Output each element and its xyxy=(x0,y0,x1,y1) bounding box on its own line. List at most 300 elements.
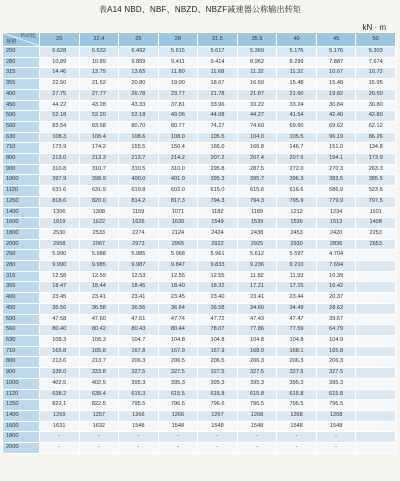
torque-cell: 270.3 xyxy=(316,164,356,175)
torque-cell: 165.8 xyxy=(316,346,356,357)
torque-cell: 13.75 xyxy=(79,68,119,79)
torque-cell: 19.00 xyxy=(158,79,198,90)
size-cell: 560 xyxy=(3,325,40,336)
size-cell: 400 xyxy=(3,89,40,100)
table-row xyxy=(3,325,396,336)
torque-cell: 10.89 xyxy=(79,57,119,68)
torque-cell: 52.18 xyxy=(40,111,80,122)
torque-cell: 400.0 xyxy=(119,175,159,186)
torque-table xyxy=(2,32,396,454)
table-row xyxy=(3,346,396,357)
torque-cell: 1189 xyxy=(237,207,277,218)
torque-cell: 108.3 xyxy=(40,335,80,346)
torque-cell: 80.70 xyxy=(119,121,159,132)
torque-cell: 80.40 xyxy=(40,325,80,336)
torque-cell: 30.80 xyxy=(356,100,396,111)
torque-cell: 395.3 xyxy=(316,378,356,389)
torque-cell: 86.26 xyxy=(356,132,396,143)
size-cell: 280 xyxy=(3,57,40,68)
torque-cell: 2836 xyxy=(316,239,356,250)
torque-cell: 338.0 xyxy=(40,368,80,379)
torque-cell: 8.962 xyxy=(237,57,277,68)
torque-cell: 213.7 xyxy=(79,357,119,368)
torque-cell: 23.40 xyxy=(198,293,238,304)
torque-cell: 1513 xyxy=(316,218,356,229)
torque-cell: 395.3 xyxy=(158,378,198,389)
ratio-header: 40 xyxy=(277,33,317,47)
torque-cell xyxy=(356,271,396,282)
torque-cell: 2530 xyxy=(40,228,80,239)
torque-cell: 395.3 xyxy=(198,175,238,186)
torque-cell: 402.5 xyxy=(40,378,80,389)
ratio-header: 28 xyxy=(158,33,198,47)
torque-cell: 12.58 xyxy=(40,271,80,282)
torque-cell: 395.3 xyxy=(277,378,317,389)
torque-cell: 10.67 xyxy=(316,68,356,79)
torque-cell: 18.44 xyxy=(79,282,119,293)
torque-cell: - xyxy=(277,432,317,443)
torque-cell: 2653 xyxy=(356,239,396,250)
size-cell: 450 xyxy=(3,303,40,314)
size-cell: 900 xyxy=(3,368,40,379)
torque-cell: 134.8 xyxy=(356,143,396,154)
size-cell: 355 xyxy=(3,282,40,293)
size-cell: 630 xyxy=(3,132,40,143)
torque-cell: 52.20 xyxy=(79,111,119,122)
torque-cell: 18.40 xyxy=(158,282,198,293)
size-cell: 2000 xyxy=(3,239,40,250)
torque-cell: 213.7 xyxy=(119,154,159,165)
torque-cell: 7.694 xyxy=(316,261,356,272)
torque-cell: 795.5 xyxy=(119,400,159,411)
torque-cell xyxy=(356,443,396,454)
torque-cell xyxy=(356,378,396,389)
table-row xyxy=(3,314,396,325)
torque-cell: 23.44 xyxy=(277,293,317,304)
torque-cell: 9.990 xyxy=(40,261,80,272)
torque-cell: 295.8 xyxy=(198,164,238,175)
torque-cell: 173.9 xyxy=(40,143,80,154)
size-cell: 900 xyxy=(3,164,40,175)
torque-cell: 150.4 xyxy=(158,143,198,154)
corner-header-cell xyxy=(3,33,40,47)
torque-cell: 9.414 xyxy=(198,57,238,68)
torque-cell: 165.8 xyxy=(40,346,80,357)
torque-cell: 36.58 xyxy=(198,303,238,314)
torque-cell: 395.3 xyxy=(237,378,277,389)
torque-cell: 174.2 xyxy=(79,143,119,154)
torque-cell: 398.9 xyxy=(79,175,119,186)
torque-cell: 21.52 xyxy=(79,79,119,90)
torque-cell: 37.81 xyxy=(158,100,198,111)
torque-cell: 5.961 xyxy=(198,250,238,261)
torque-cell: 47.74 xyxy=(158,314,198,325)
unit-label: kN · m xyxy=(362,23,386,32)
torque-cell: 23.45 xyxy=(158,293,198,304)
torque-cell: 327.5 xyxy=(119,368,159,379)
torque-cell: 310.7 xyxy=(79,164,119,175)
torque-cell: 615.3 xyxy=(119,389,159,400)
torque-cell: 104.8 xyxy=(158,335,198,346)
size-cell: 500 xyxy=(3,314,40,325)
torque-cell: 34.60 xyxy=(237,303,277,314)
table-row xyxy=(3,196,396,207)
torque-cell: 44.27 xyxy=(237,111,277,122)
torque-cell: 12.59 xyxy=(79,271,119,282)
table-body xyxy=(3,47,396,454)
size-cell: 1120 xyxy=(3,389,40,400)
torque-cell: - xyxy=(79,432,119,443)
torque-cell: 43.33 xyxy=(119,100,159,111)
torque-cell: - xyxy=(198,432,238,443)
size-cell: 315 xyxy=(3,271,40,282)
torque-cell: 17.21 xyxy=(237,282,277,293)
torque-cell xyxy=(356,357,396,368)
torque-cell: 207.2 xyxy=(198,154,238,165)
torque-cell: 1536 xyxy=(277,218,317,229)
torque-cell: - xyxy=(79,443,119,454)
torque-cell: 327.5 xyxy=(237,368,277,379)
size-cell: 1250 xyxy=(3,400,40,411)
torque-cell: 27.75 xyxy=(40,89,80,100)
torque-cell: - xyxy=(316,443,356,454)
torque-cell: 80.77 xyxy=(158,121,198,132)
torque-cell xyxy=(356,314,396,325)
torque-cell: 23.41 xyxy=(237,293,277,304)
torque-cell: 49.06 xyxy=(158,111,198,122)
torque-cell: 310.8 xyxy=(40,164,80,175)
table-title: 表A14 NBD、NBF、NBZD、NBZF减速器公称输出转矩 xyxy=(98,5,302,14)
torque-cell: 18.67 xyxy=(198,79,238,90)
torque-cell: 615.6 xyxy=(237,186,277,197)
torque-cell: 108.4 xyxy=(79,132,119,143)
torque-cell: 15.95 xyxy=(356,79,396,90)
ratio-header-label: 传动比 xyxy=(20,33,36,39)
torque-cell: 2424 xyxy=(198,228,238,239)
torque-cell: 9.411 xyxy=(158,57,198,68)
size-cell: 1000 xyxy=(3,378,40,389)
torque-cell: 167.8 xyxy=(119,346,159,357)
torque-cell: 213.3 xyxy=(79,154,119,165)
torque-cell: 10.39 xyxy=(316,271,356,282)
torque-cell: 5.968 xyxy=(158,250,198,261)
torque-cell: 1632 xyxy=(79,421,119,432)
torque-cell: 13.65 xyxy=(119,68,159,79)
torque-cell: 12.53 xyxy=(119,271,159,282)
torque-cell: 108.3 xyxy=(40,132,80,143)
torque-cell: 43.28 xyxy=(79,100,119,111)
torque-cell: 797.5 xyxy=(356,196,396,207)
torque-cell: 1548 xyxy=(277,421,317,432)
torque-cell: 167.9 xyxy=(198,346,238,357)
torque-cell: 11.80 xyxy=(158,68,198,79)
torque-cell xyxy=(356,346,396,357)
torque-cell: 1071 xyxy=(158,207,198,218)
torque-cell: 263.3 xyxy=(356,164,396,175)
ratio-header: 22.4 xyxy=(79,33,119,47)
torque-cell: 631.9 xyxy=(79,186,119,197)
torque-cell: 310.0 xyxy=(158,164,198,175)
torque-cell: 21.60 xyxy=(277,89,317,100)
size-cell: 710 xyxy=(3,346,40,357)
torque-cell: 1159 xyxy=(119,207,159,218)
torque-cell: 96.19 xyxy=(316,132,356,143)
torque-cell xyxy=(356,368,396,379)
torque-cell: 83.54 xyxy=(40,121,80,132)
table-row xyxy=(3,57,396,68)
torque-cell xyxy=(356,261,396,272)
torque-cell: 11.93 xyxy=(277,271,317,282)
table-row xyxy=(3,239,396,250)
torque-cell: 23.77 xyxy=(158,89,198,100)
torque-cell: 796.6 xyxy=(198,400,238,411)
torque-cell: 23.45 xyxy=(40,293,80,304)
torque-cell: 2533 xyxy=(79,228,119,239)
torque-cell: 9.236 xyxy=(237,261,277,272)
torque-cell: - xyxy=(198,443,238,454)
torque-cell: 18.32 xyxy=(198,282,238,293)
size-cell: 400 xyxy=(3,293,40,304)
torque-cell: 1268 xyxy=(277,410,317,421)
table-row xyxy=(3,250,396,261)
torque-cell: 272.0 xyxy=(277,164,317,175)
torque-cell: 2453 xyxy=(277,228,317,239)
torque-cell: 9.833 xyxy=(198,261,238,272)
torque-cell: 396.3 xyxy=(277,175,317,186)
torque-cell: 631.6 xyxy=(40,186,80,197)
table-row xyxy=(3,421,396,432)
torque-cell: 586.9 xyxy=(316,186,356,197)
size-cell: 1250 xyxy=(3,196,40,207)
torque-cell: 104.7 xyxy=(119,335,159,346)
torque-cell: 206.3 xyxy=(237,357,277,368)
torque-cell: 796.5 xyxy=(158,400,198,411)
torque-cell: 36.56 xyxy=(40,303,80,314)
torque-cell: 9.987 xyxy=(119,261,159,272)
size-cell: 800 xyxy=(3,154,40,165)
torque-cell: 9.847 xyxy=(158,261,198,272)
torque-cell: 287.5 xyxy=(237,164,277,175)
size-cell: 500 xyxy=(3,111,40,122)
torque-cell: 5.597 xyxy=(277,250,317,261)
torque-cell: 2965 xyxy=(158,239,198,250)
torque-cell: 2922 xyxy=(198,239,238,250)
torque-cell: 80.43 xyxy=(119,325,159,336)
torque-cell: 822.1 xyxy=(40,400,80,411)
torque-cell: 8.299 xyxy=(277,57,317,68)
ratio-header: 25 xyxy=(119,33,159,47)
table-row xyxy=(3,100,396,111)
torque-cell: 6.628 xyxy=(40,47,80,58)
table-row xyxy=(3,228,396,239)
torque-cell: - xyxy=(316,432,356,443)
torque-cell: 2124 xyxy=(158,228,198,239)
torque-cell: 327.5 xyxy=(316,368,356,379)
torque-cell: 327.5 xyxy=(158,368,198,379)
torque-cell: 11.32 xyxy=(277,68,317,79)
torque-cell: 2967 xyxy=(79,239,119,250)
torque-cell: 1269 xyxy=(40,410,80,421)
table-row xyxy=(3,378,396,389)
torque-cell: 2930 xyxy=(277,239,317,250)
torque-cell: 1548 xyxy=(158,421,198,432)
table-row xyxy=(3,89,396,100)
torque-cell: 2958 xyxy=(40,239,80,250)
torque-cell: 165.8 xyxy=(79,346,119,357)
torque-cell: 47.72 xyxy=(198,314,238,325)
torque-cell: 15.48 xyxy=(316,79,356,90)
torque-cell xyxy=(356,389,396,400)
torque-cell: 1548 xyxy=(237,421,277,432)
torque-cell: 9.210 xyxy=(277,261,317,272)
torque-cell: 21.87 xyxy=(237,89,277,100)
torque-cell: 2420 xyxy=(316,228,356,239)
torque-cell: 20.50 xyxy=(356,89,396,100)
table-row xyxy=(3,47,396,58)
table-row xyxy=(3,282,396,293)
size-cell: 1800 xyxy=(3,432,40,443)
torque-cell: 69.62 xyxy=(316,121,356,132)
torque-cell: 206.5 xyxy=(198,357,238,368)
ratio-header: 50 xyxy=(356,33,396,47)
torque-cell: 33.22 xyxy=(237,100,277,111)
torque-cell: 34.49 xyxy=(277,303,317,314)
torque-cell: 33.24 xyxy=(277,100,317,111)
torque-cell: 5.990 xyxy=(40,250,80,261)
torque-cell: 28.62 xyxy=(316,303,356,314)
torque-cell: 105.5 xyxy=(277,132,317,143)
torque-cell: 77.86 xyxy=(237,325,277,336)
torque-cell: 44.08 xyxy=(198,111,238,122)
ratio-header: 31.5 xyxy=(198,33,238,47)
torque-cell: 83.68 xyxy=(79,121,119,132)
table-row xyxy=(3,132,396,143)
size-cell: 250 xyxy=(3,47,40,58)
torque-cell: 7.674 xyxy=(356,57,396,68)
size-cell: 450 xyxy=(3,100,40,111)
size-cell: 800 xyxy=(3,357,40,368)
torque-cell: 638.2 xyxy=(40,389,80,400)
torque-cell: 168.1 xyxy=(277,346,317,357)
torque-cell: 615.8 xyxy=(277,389,317,400)
torque-cell xyxy=(356,293,396,304)
torque-cell: 1548 xyxy=(198,421,238,432)
torque-cell: 78.07 xyxy=(198,325,238,336)
torque-cell: 23.41 xyxy=(79,293,119,304)
torque-cell: 395.7 xyxy=(237,175,277,186)
torque-cell: 23.41 xyxy=(119,293,159,304)
torque-cell: 1268 xyxy=(316,410,356,421)
torque-cell: 26.78 xyxy=(119,89,159,100)
torque-cell: 5.617 xyxy=(198,47,238,58)
torque-cell: 2925 xyxy=(237,239,277,250)
torque-cell: 2274 xyxy=(119,228,159,239)
torque-cell: 12.55 xyxy=(158,271,198,282)
torque-cell: 11.32 xyxy=(237,68,277,79)
torque-cell xyxy=(356,250,396,261)
torque-cell: 64.79 xyxy=(316,325,356,336)
table-row xyxy=(3,303,396,314)
size-cell: 355 xyxy=(3,79,40,90)
torque-cell: 33.96 xyxy=(198,100,238,111)
torque-cell: 74.60 xyxy=(237,121,277,132)
size-cell: 1400 xyxy=(3,410,40,421)
torque-cell: 42.80 xyxy=(356,111,396,122)
torque-cell: 21.78 xyxy=(198,89,238,100)
size-cell: 1000 xyxy=(3,175,40,186)
table-row xyxy=(3,175,396,186)
torque-cell: 173.9 xyxy=(356,154,396,165)
torque-cell: 62.12 xyxy=(356,121,396,132)
torque-cell xyxy=(356,421,396,432)
torque-cell: 1548 xyxy=(119,421,159,432)
torque-cell: 36.56 xyxy=(119,303,159,314)
torque-cell: 44.22 xyxy=(40,100,80,111)
table-row xyxy=(3,218,396,229)
torque-cell: - xyxy=(158,443,198,454)
torque-cell: 18.47 xyxy=(40,282,80,293)
ratio-header: 45 xyxy=(316,33,356,47)
table-row xyxy=(3,207,396,218)
size-cell: 710 xyxy=(3,143,40,154)
size-cell: 250 xyxy=(3,250,40,261)
table-row xyxy=(3,111,396,122)
torque-cell: 1626 xyxy=(119,218,159,229)
torque-cell: 104.9 xyxy=(316,335,356,346)
torque-cell: 74.27 xyxy=(198,121,238,132)
torque-cell: 69.60 xyxy=(277,121,317,132)
table-row xyxy=(3,121,396,132)
torque-cell: 27.77 xyxy=(79,89,119,100)
torque-cell: 20.80 xyxy=(119,79,159,90)
torque-cell: 105.5 xyxy=(198,132,238,143)
torque-cell: 822.5 xyxy=(79,400,119,411)
torque-cell: 52.18 xyxy=(119,111,159,122)
torque-cell: 5.176 xyxy=(316,47,356,58)
size-cell: 630 xyxy=(3,335,40,346)
torque-cell: 1182 xyxy=(198,207,238,218)
torque-cell: 523.6 xyxy=(356,186,396,197)
size-cell: 1120 xyxy=(3,186,40,197)
torque-cell: - xyxy=(119,432,159,443)
torque-cell: - xyxy=(119,443,159,454)
torque-cell: 47.43 xyxy=(237,314,277,325)
header-row xyxy=(3,33,396,47)
torque-cell: 1306 xyxy=(40,207,80,218)
torque-cell: 20.37 xyxy=(316,293,356,304)
torque-cell: 2253 xyxy=(356,228,396,239)
torque-cell: 616.6 xyxy=(277,186,317,197)
torque-cell: 814.2 xyxy=(119,196,159,207)
torque-cell: 383.5 xyxy=(316,175,356,186)
torque-cell: 602.0 xyxy=(158,186,198,197)
torque-cell: 1631 xyxy=(40,421,80,432)
table-row xyxy=(3,79,396,90)
torque-cell: 104.8 xyxy=(198,335,238,346)
torque-cell: 166.8 xyxy=(237,143,277,154)
torque-cell: 10.72 xyxy=(356,68,396,79)
torque-cell: 166.0 xyxy=(198,143,238,154)
torque-cell: 638.4 xyxy=(79,389,119,400)
torque-cell: 213.6 xyxy=(40,357,80,368)
torque-cell: 15.48 xyxy=(277,79,317,90)
size-header-label: 规格 xyxy=(6,39,17,45)
table-row xyxy=(3,432,396,443)
torque-cell: 5.612 xyxy=(237,250,277,261)
size-cell: 1600 xyxy=(3,421,40,432)
table-row xyxy=(3,186,396,197)
torque-cell: 206.3 xyxy=(316,357,356,368)
